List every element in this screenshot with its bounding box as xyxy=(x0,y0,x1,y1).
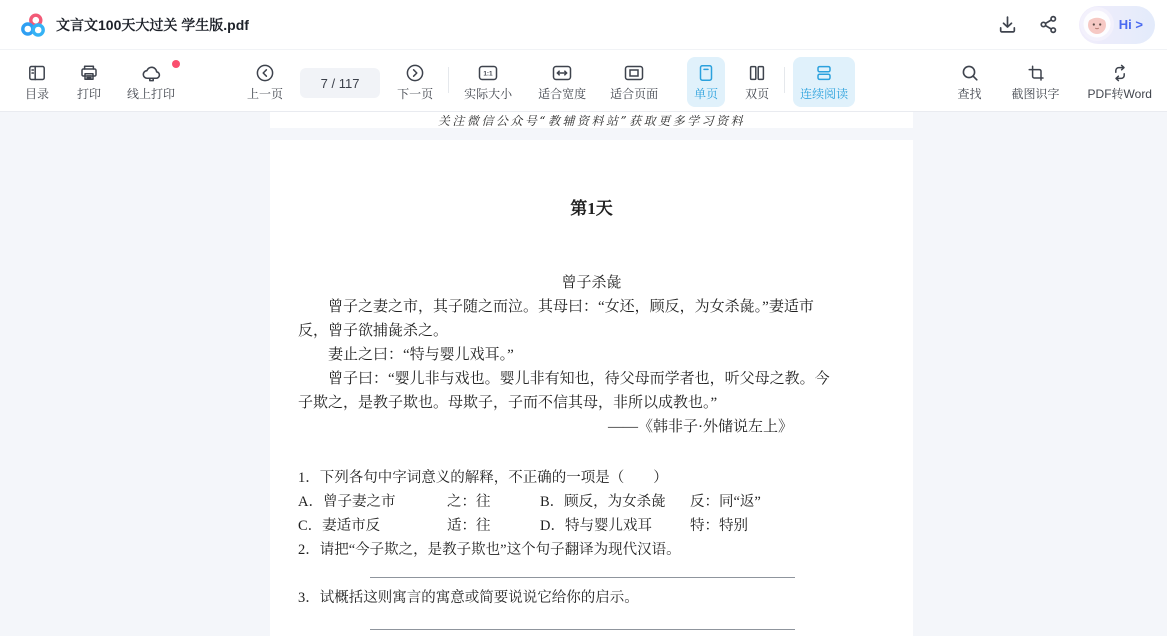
titlebar xyxy=(0,0,1167,50)
passage-title: 曾子杀彘 xyxy=(561,275,622,291)
find-button[interactable] xyxy=(951,57,989,107)
toc-icon xyxy=(27,62,47,84)
fit-page-button[interactable] xyxy=(603,57,665,107)
question-3: 3．试概括这则寓言的寓意或简要说说它给你的启示。 xyxy=(298,590,639,606)
toc-label: 目录 xyxy=(25,87,50,101)
pdf-to-word-label: PDF转Word xyxy=(1087,87,1152,101)
double-page-label: 双页 xyxy=(745,87,770,101)
toc-button[interactable] xyxy=(18,57,56,107)
online-print-label: 线上打印 xyxy=(127,87,176,101)
share-icon xyxy=(1038,14,1059,35)
crop-icon xyxy=(1026,62,1046,84)
day-title: 第1天 xyxy=(570,199,613,218)
option-d: D．特与婴儿戏耳 xyxy=(540,518,652,534)
prev-page-button[interactable] xyxy=(240,57,290,107)
option-b: B．顾反，为女杀彘 xyxy=(540,494,666,510)
account-pill[interactable] xyxy=(1079,6,1155,44)
single-page-label: 单页 xyxy=(694,87,719,101)
download-button[interactable] xyxy=(997,14,1018,35)
answer-line xyxy=(370,629,795,630)
continuous-read-button[interactable] xyxy=(793,57,855,107)
option-a-def: 之：往 xyxy=(447,494,491,510)
passage-paragraph: 曾子曰：“婴儿非与戏也。婴儿非有知也，待父母而学者也，听父母之教。今子欺之，是教子欺也。母欺子，子而不信其母，非所以成教也。” xyxy=(298,371,830,411)
print-button[interactable] xyxy=(70,57,108,107)
print-icon xyxy=(79,62,99,84)
svg-text:1:1: 1:1 xyxy=(483,70,493,78)
option-d-def: 特：特别 xyxy=(690,518,748,534)
prev-circle-icon xyxy=(255,62,275,84)
actual-size-label: 实际大小 xyxy=(464,87,513,101)
passage-paragraph: 妻止之曰：“特与婴儿戏耳。” xyxy=(328,347,514,363)
fit-page-icon xyxy=(623,62,645,84)
double-page-icon xyxy=(747,62,767,84)
share-button[interactable] xyxy=(1038,14,1059,35)
avatar xyxy=(1077,4,1117,44)
fit-page-label: 适合页面 xyxy=(610,87,659,101)
answer-line xyxy=(370,577,795,578)
toolbar-divider xyxy=(448,67,449,93)
next-page-button[interactable] xyxy=(390,57,440,107)
search-icon xyxy=(960,62,980,84)
option-a: A．曾子妻之市 xyxy=(298,494,396,510)
screenshot-ocr-label: 截图识字 xyxy=(1011,87,1060,101)
cloud-print-icon xyxy=(141,62,162,84)
fit-width-label: 适合宽度 xyxy=(538,87,587,101)
previous-page-bottom xyxy=(270,112,913,128)
question-1: 1．下列各句中字词意义的解释，不正确的一项是（ ） xyxy=(298,470,668,486)
option-b-def: 反：同“返” xyxy=(690,494,761,510)
passage-body xyxy=(298,295,830,439)
pdf-viewport[interactable] xyxy=(0,112,1167,636)
next-circle-icon xyxy=(405,62,425,84)
next-page-label: 下一页 xyxy=(397,87,434,101)
passage-source: ——《韩非子·外储说左上》 xyxy=(608,419,793,435)
option-c: C．妻适市反 xyxy=(298,518,381,534)
double-page-button[interactable] xyxy=(738,57,776,107)
passage-paragraph: 曾子之妻之市，其子随之而泣。其母曰：“女还，顾反，为女杀彘。”妻适市反，曾子欲捕彘杀之。 xyxy=(298,299,814,339)
online-print-button[interactable] xyxy=(120,57,182,107)
find-label: 查找 xyxy=(957,87,982,101)
print-label: 打印 xyxy=(77,87,102,101)
app-logo-icon xyxy=(20,12,46,38)
single-page-icon xyxy=(696,62,716,84)
question-2: 2．请把“今子欺之，是教子欺也”这个句子翻译为现代汉语。 xyxy=(298,542,681,558)
prev-page-label: 上一页 xyxy=(247,87,284,101)
toolbar-divider xyxy=(784,67,785,93)
download-icon xyxy=(997,14,1018,35)
toolbar xyxy=(0,50,1167,112)
convert-icon xyxy=(1110,62,1130,84)
continuous-read-label: 连续阅读 xyxy=(800,87,849,101)
pdf-to-word-button[interactable] xyxy=(1081,57,1159,107)
notification-dot xyxy=(172,60,180,68)
option-row xyxy=(298,494,761,510)
page-number-input[interactable]: 7 / 117 xyxy=(300,68,380,98)
continuous-read-icon xyxy=(814,62,834,84)
option-c-def: 适：往 xyxy=(447,518,491,534)
file-title: 文言文100天大过关 学生版.pdf xyxy=(56,16,249,33)
actual-size-icon xyxy=(477,62,499,84)
single-page-button[interactable] xyxy=(687,57,725,107)
pdf-page xyxy=(270,140,913,636)
fit-width-icon xyxy=(551,62,573,84)
fit-width-button[interactable] xyxy=(531,57,593,107)
option-row xyxy=(298,518,748,534)
screenshot-ocr-button[interactable] xyxy=(1005,57,1067,107)
actual-size-button[interactable] xyxy=(457,57,519,107)
account-label[interactable]: Hi > xyxy=(1118,17,1143,32)
watermark-text: 关注微信公众号“教辅资料站”获取更多学习资料 xyxy=(437,113,746,128)
